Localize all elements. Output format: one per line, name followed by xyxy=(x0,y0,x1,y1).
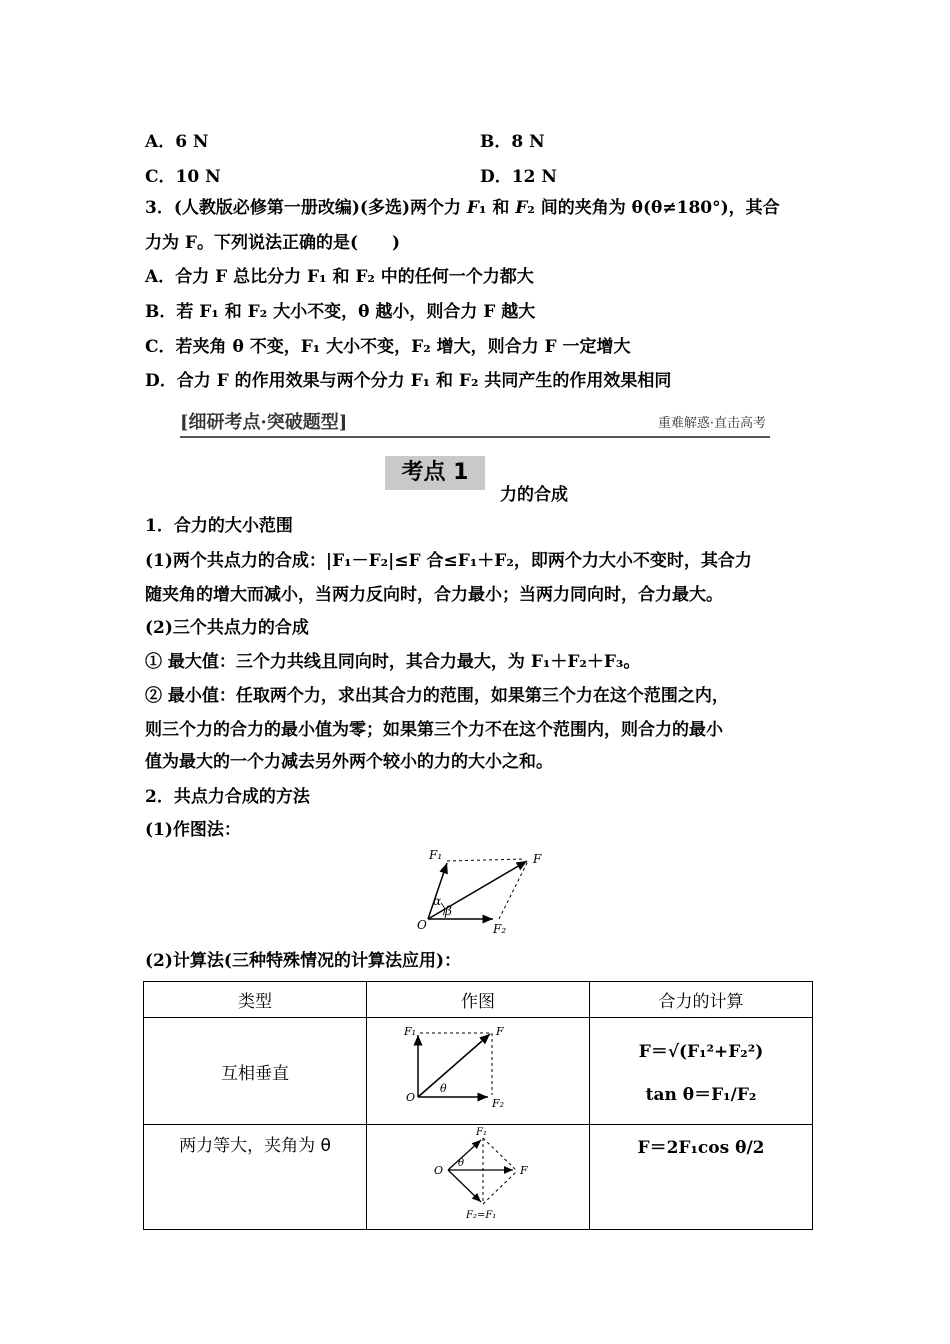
s2-p2: (2)计算法(三种特殊情况的计算法应用)： xyxy=(145,951,462,971)
calc-table xyxy=(143,981,813,1230)
kaodian-title: 力的合成 xyxy=(500,485,568,505)
r1-fig-theta: θ xyxy=(440,1082,447,1095)
r2-figure xyxy=(367,1125,590,1230)
q3-option-d: D．合力 F 的作用效果与两个分力 F₁ 和 F₂ 共同产生的作用效果相同 xyxy=(145,371,672,391)
s1-p4b: 则三个力的合力的最小值为零；如果第三个力不在这个范围内，则合力的最小 xyxy=(145,720,723,740)
q3-stem-2: 力为 F。下列说法正确的是( ) xyxy=(145,233,401,253)
r1-type: 互相垂直 xyxy=(144,1018,367,1125)
s1-p4c: 值为最大的一个力减去另外两个较小的力的大小之和。 xyxy=(145,752,553,772)
s2-p1: (1)作图法： xyxy=(145,820,241,840)
s1-p1a: (1)两个共点力的合成：|F₁－F₂|≤F 合≤F₁＋F₂，即两个力大小不变时，其合力 xyxy=(145,551,752,571)
r1-fig-f: F xyxy=(496,1025,504,1038)
r1-fig-o: O xyxy=(406,1091,416,1104)
fig1-beta: β xyxy=(445,904,452,918)
fig1-f-label: F xyxy=(533,852,542,866)
fig1-f1-label: F₁ xyxy=(429,848,443,862)
option-a: A．6 N xyxy=(145,132,209,152)
s2-heading: 2．共点力合成的方法 xyxy=(145,787,310,807)
fig1-f2-label: F₂ xyxy=(493,922,507,936)
banner-right: 重难解惑·直击高考 xyxy=(657,416,766,431)
s1-p2: (2)三个共点力的合成 xyxy=(145,618,309,638)
kaodian-badge: 考点 1 xyxy=(385,456,485,490)
fig1-alpha: α xyxy=(433,894,442,908)
q3-option-a: A．合力 F 总比分力 F₁ 和 F₂ 中的任何一个力都大 xyxy=(145,267,534,287)
r1-calc xyxy=(590,1018,813,1125)
section-banner xyxy=(180,408,770,438)
r1-fig-f2: F₂ xyxy=(492,1097,505,1110)
option-b: B．8 N xyxy=(480,132,545,152)
fig1-o-label: O xyxy=(417,918,427,932)
r2-calc xyxy=(590,1125,813,1230)
q3-stem-1: 3．(人教版必修第一册改编)(多选)两个力 F₁ 和 F₂ 间的夹角为 θ(θ≠180°)，其合 xyxy=(145,198,780,218)
q3-option-c: C．若夹角 θ 不变，F₁ 大小不变，F₂ 增大，则合力 F 一定增大 xyxy=(145,337,631,357)
r1-figure xyxy=(367,1018,590,1125)
r1-fig-f1: F₁ xyxy=(404,1025,417,1038)
s1-p4a: ② 最小值：任取两个力，求出其合力的范围，如果第三个力在这个范围之内， xyxy=(145,686,729,706)
r1-formula-1: F＝√(F₁²+F₂²) xyxy=(638,1042,764,1062)
th-figure: 作图 xyxy=(367,982,590,1018)
r2-fig-f2eq: F₂=F₁ xyxy=(466,1210,497,1221)
r2-fig-o: O xyxy=(434,1164,444,1177)
s1-p1b: 随夹角的增大而减小，当两力反向时，合力最小；当两力同向时，合力最大。 xyxy=(145,585,723,605)
s1-heading: 1．合力的大小范围 xyxy=(145,516,293,536)
th-calc: 合力的计算 xyxy=(590,982,813,1018)
equal-forces-figure xyxy=(368,1126,586,1223)
r2-fig-theta: θ xyxy=(458,1158,465,1169)
r2-type: 两力等大，夹角为 θ xyxy=(144,1125,367,1230)
banner-left: [细研考点·突破题型] xyxy=(180,412,348,433)
r2-fig-f1: F₁ xyxy=(476,1127,487,1138)
r1-formula-2: tan θ＝F₁/F₂ xyxy=(645,1085,757,1105)
option-d: D．12 N xyxy=(480,167,557,187)
th-type: 类型 xyxy=(144,982,367,1018)
r2-formula: F＝2F₁cos θ/2 xyxy=(637,1138,765,1158)
q3-option-b: B．若 F₁ 和 F₂ 大小不变，θ 越小，则合力 F 越大 xyxy=(145,302,536,322)
perpendicular-figure xyxy=(368,1019,586,1118)
parallelogram-figure xyxy=(395,843,555,938)
option-c: C．10 N xyxy=(145,167,221,187)
s1-p3: ① 最大值：三个力共线且同向时，其合力最大，为 F₁＋F₂＋F₃。 xyxy=(145,652,641,672)
r2-fig-f: F xyxy=(520,1164,528,1177)
